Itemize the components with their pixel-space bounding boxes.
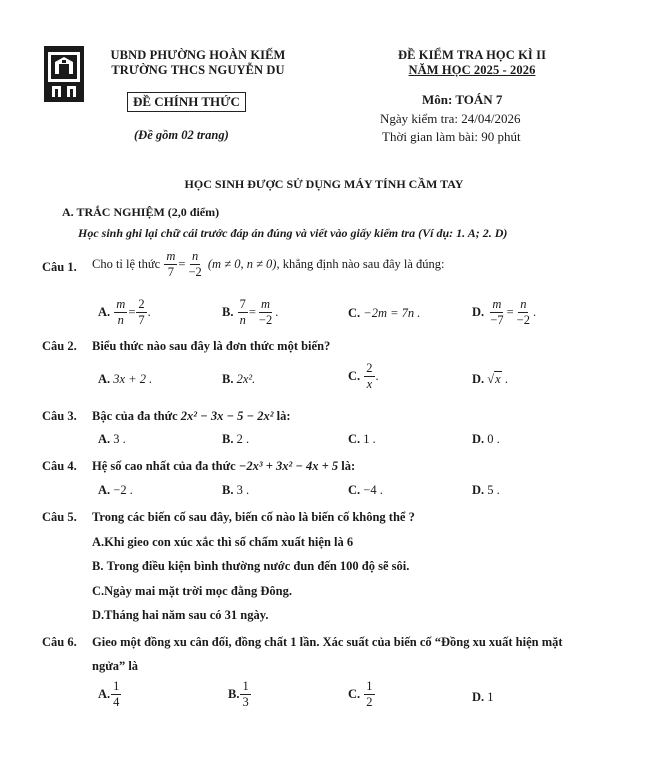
subject: Môn: TOÁN 7 — [422, 92, 503, 107]
question-3-option-c[interactable]: C. 1 . — [348, 432, 376, 446]
question-4-option-a[interactable]: A. −2 . — [98, 483, 133, 497]
school-name: TRƯỜNG THCS NGUYỄN DU — [111, 63, 285, 77]
stem-fraction-m7: $\frac{m}{7}$ — [166, 249, 176, 279]
exam-date: Ngày kiểm tra: 24/04/2026 — [380, 111, 521, 126]
question-3-label: Câu 3. — [42, 409, 77, 423]
question-1-stem-prefix: Cho tỉ lệ thức — [92, 256, 161, 271]
question-6-option-d[interactable]: D. 1 — [472, 690, 494, 704]
question-3-option-a[interactable]: A. 3 . — [98, 432, 126, 446]
question-5-option-d[interactable]: D.Tháng hai năm sau có 31 ngày. — [92, 608, 269, 622]
official-stamp: ĐỀ CHÍNH THỨC — [127, 92, 246, 112]
question-6-stem-line2: ngửa” là — [92, 659, 139, 673]
question-2-stem: Biểu thức nào sau đây là đơn thức một biến? — [92, 339, 331, 353]
question-1-condition: (m ≠ 0, n ≠ 0) — [207, 256, 277, 271]
question-6-stem-line1: Gieo một đồng xu cân đối, đồng chất 1 lần. Xác suất của biến cố “Đồng xu xuất hiện mặt — [92, 635, 563, 649]
question-2-option-b[interactable]: B. 2x². — [222, 372, 256, 386]
question-1-stem: Cho tỉ lệ thức $\frac{m}{7}$ = $\frac{n}{-2}$ (m ≠ 0, n ≠ 0) , khẳng định nào sau đây là đúng: — [92, 249, 445, 279]
ward-name: UBND PHƯỜNG HOÀN KIẾM — [110, 48, 286, 62]
school-year: NĂM HỌC 2025 - 2026 — [408, 63, 536, 77]
question-1-stem-suffix: , khẳng định nào sau đây là đúng: — [276, 256, 445, 271]
question-5-option-a[interactable]: A.Khi gieo con xúc xắc thì số chấm xuất hiện là 6 — [92, 535, 354, 549]
question-1-option-a[interactable]: A. $\frac{m}{n}$ = $\frac{2}{7}$ . — [98, 297, 151, 327]
question-2-option-d[interactable]: D. √x . — [472, 372, 508, 386]
school-logo-icon — [44, 46, 84, 102]
exam-title: ĐỀ KIỂM TRA HỌC KÌ II — [397, 48, 547, 62]
question-1-label: Câu 1. — [42, 260, 77, 274]
exam-duration: Thời gian làm bài: 90 phút — [382, 129, 521, 144]
question-4-label: Câu 4. — [42, 459, 77, 473]
question-6-label: Câu 6. — [42, 635, 77, 649]
question-3-option-b[interactable]: B. 2 . — [222, 432, 250, 446]
question-4-option-d[interactable]: D. 5 . — [472, 483, 500, 497]
question-2-label: Câu 2. — [42, 339, 77, 353]
question-1-option-d[interactable]: D. $\frac{m}{-7}$ = $\frac{n}{-2}$ . — [472, 297, 537, 327]
question-2-option-c[interactable]: C. $\frac{2}{x}$ . — [348, 361, 379, 391]
question-5-stem: Trong các biến cố sau đây, biến cố nào là biến cố không thể ? — [92, 510, 415, 524]
question-3-option-d[interactable]: D. 0 . — [472, 432, 500, 446]
question-5-option-b[interactable]: B. Trong điều kiện bình thường nước đun đến 100 độ sẽ sôi. — [92, 559, 410, 573]
question-6-option-b[interactable]: B. $\frac{1}{3}$ — [228, 679, 249, 709]
question-5-label: Câu 5. — [42, 510, 77, 524]
question-5-option-c[interactable]: C.Ngày mai mặt trời mọc đằng Đông. — [92, 584, 292, 598]
question-4-option-c[interactable]: C. −4 . — [348, 483, 383, 497]
question-2-option-a[interactable]: A. 3x + 2 . — [98, 372, 153, 386]
calculator-note: HỌC SINH ĐƯỢC SỬ DỤNG MÁY TÍNH CẦM TAY — [184, 177, 464, 191]
question-1-option-b[interactable]: B. $\frac{7}{n}$ = $\frac{m}{-2}$ . — [222, 297, 279, 327]
question-3-stem: Bậc của đa thức 2x² − 3x − 5 − 2x² là: — [92, 409, 291, 423]
question-1-option-c[interactable]: C. −2m = 7n . — [348, 306, 421, 320]
pages-note: (Đề gồm 02 trang) — [134, 128, 229, 142]
question-6-option-a[interactable]: A. $\frac{1}{4}$ — [98, 679, 120, 709]
question-6-option-c[interactable]: C. $\frac{1}{2}$ — [348, 679, 373, 709]
question-4-option-b[interactable]: B. 3 . — [222, 483, 250, 497]
section-a-title: A. TRẮC NGHIỆM (2,0 điểm) — [62, 205, 220, 219]
stem-fraction-n-2: $\frac{n}{-2}$ — [188, 249, 202, 279]
section-a-instruction: Học sinh ghi lại chữ cái trước đáp án đúng và viết vào giấy kiểm tra (Ví dụ: 1. A; 2. D) — [78, 226, 508, 240]
question-4-stem: Hệ số cao nhất của đa thức −2x³ + 3x² − 4x + 5 là: — [92, 459, 356, 473]
